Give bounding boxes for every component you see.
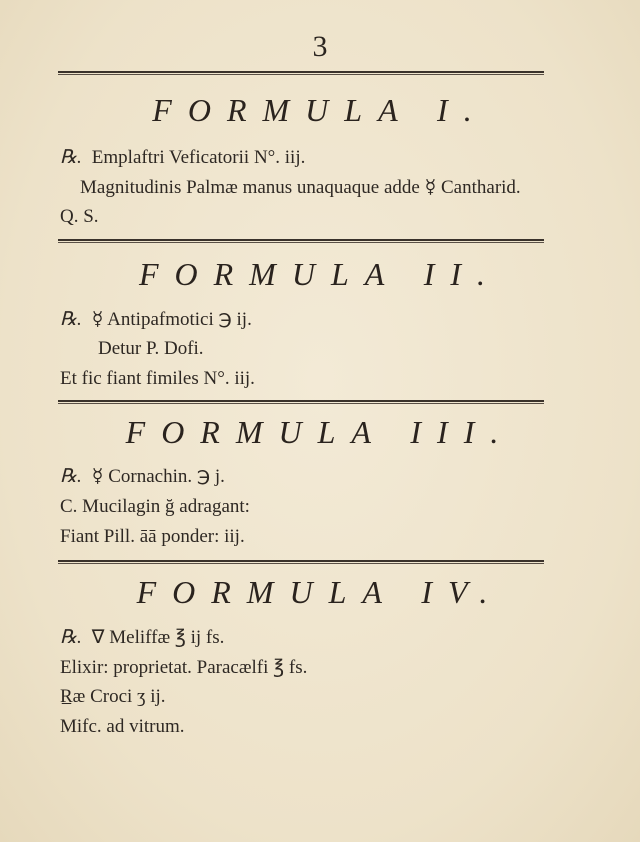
top-rule [58, 71, 544, 73]
formula-4-heading: FORMULA IV. [136, 574, 504, 610]
formula-1-line-1 [60, 146, 305, 169]
formula-1-line-3: Q. S. [60, 206, 99, 227]
formula-2-line-3: Et fic fiant fimiles N°. iij. [60, 368, 255, 389]
formula-2-line-1-text: ☿ Antipafmotici ℈ ij. [91, 309, 252, 330]
recipe-symbol: ℞. [60, 627, 82, 648]
formula-3-line-1 [60, 465, 225, 488]
recipe-symbol: ℞. [60, 309, 82, 330]
formula-4-line-3: R̲æ Croci ʒ ij. [60, 686, 166, 707]
rule-1 [58, 239, 544, 241]
recipe-symbol: ℞. [60, 466, 82, 487]
formula-1-line-2: Magnitudinis Palmæ manus unaquaque adde ☿ Cantharid. [80, 177, 521, 198]
formula-1-line-1-text: Emplaftri Veficatorii N°. iij. [91, 147, 306, 168]
formula-3-line-3: Fiant Pill. āā ponder: iij. [60, 526, 245, 547]
formula-4-line-1 [60, 626, 224, 649]
formula-2-line-2: Detur P. Dofi. [98, 338, 204, 359]
rule-2 [58, 400, 544, 402]
formula-3-line-1-text: ☿ Cornachin. ℈ j. [91, 466, 225, 487]
formula-4-line-2: Elixir: proprietat. Paracælfi ℥ fs. [60, 657, 308, 678]
formula-4-line-4: Mifc. ad vitrum. [60, 716, 185, 737]
recipe-symbol: ℞. [60, 147, 82, 168]
rule-3 [58, 560, 544, 562]
formula-2-line-1 [60, 308, 252, 331]
formula-4-line-1-text: ∇ Meliffæ ℥ ij fs. [91, 627, 225, 648]
formula-1-heading: FORMULA I. [152, 92, 488, 128]
formula-3-heading: FORMULA III. [125, 414, 515, 450]
formula-3-line-2: C. Mucilagin ğ adragant: [60, 496, 250, 517]
formula-2-heading: FORMULA II. [138, 256, 502, 292]
page-number: 3 [312, 30, 328, 63]
